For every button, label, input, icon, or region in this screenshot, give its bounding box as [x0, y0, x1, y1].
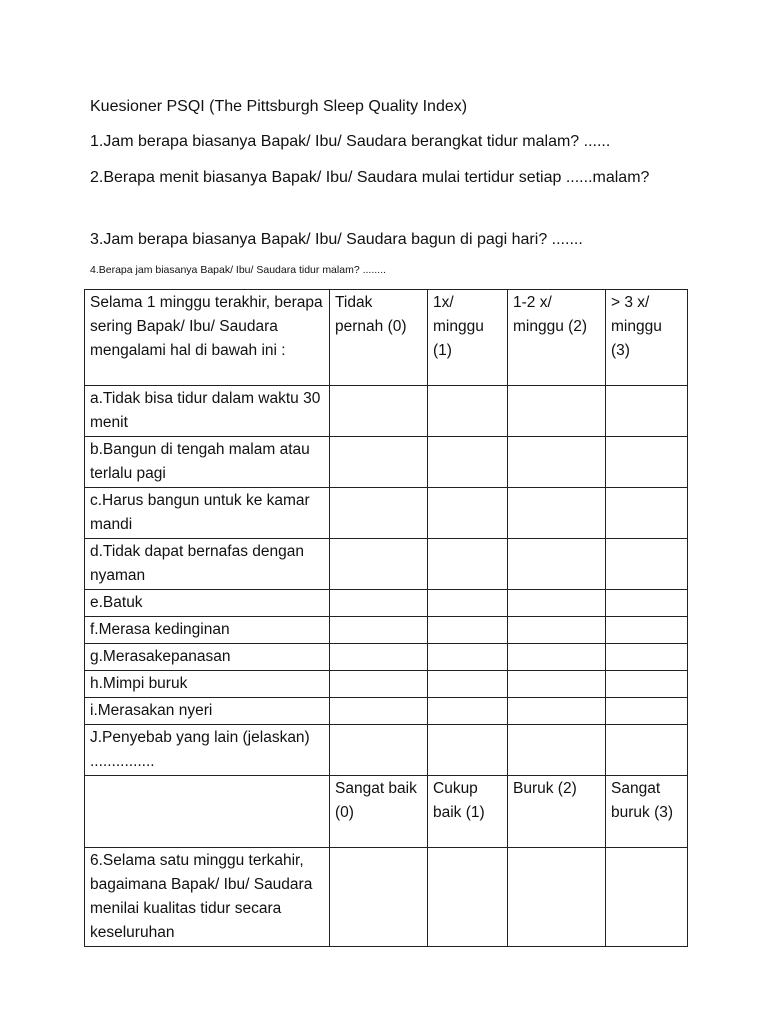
header-option-cell: Tidak pernah (0) — [330, 290, 428, 386]
answer-cell[interactable] — [508, 617, 606, 644]
answer-cell[interactable] — [606, 671, 688, 698]
answer-cell[interactable] — [428, 437, 508, 488]
question-2: 2.Berapa menit biasanya Bapak/ Ibu/ Saudara mulai tertidur setiap ......malam? — [90, 169, 650, 186]
header-option-cell: Sangat buruk (3) — [606, 776, 688, 848]
psqi-frequency-table — [84, 289, 688, 947]
answer-cell[interactable] — [606, 437, 688, 488]
table-row — [85, 671, 688, 698]
header-option-cell: > 3 x/ minggu (3) — [606, 290, 688, 386]
table-row — [85, 617, 688, 644]
answer-cell[interactable] — [330, 644, 428, 671]
header-option-cell: Buruk (2) — [508, 776, 606, 848]
item-label-cell: f.Merasa kedinginan — [85, 617, 330, 644]
answer-cell[interactable] — [606, 386, 688, 437]
answer-cell[interactable] — [330, 617, 428, 644]
answer-cell[interactable] — [606, 725, 688, 776]
answer-cell[interactable] — [606, 539, 688, 590]
answer-cell[interactable] — [508, 698, 606, 725]
header-option-cell: Sangat baik (0) — [330, 776, 428, 848]
question-1: 1.Jam berapa biasanya Bapak/ Ibu/ Saudara berangkat tidur malam? ...... — [90, 133, 611, 150]
answer-cell[interactable] — [508, 488, 606, 539]
answer-cell[interactable] — [330, 590, 428, 617]
answer-cell[interactable] — [330, 488, 428, 539]
table-row — [85, 590, 688, 617]
answer-cell[interactable] — [606, 644, 688, 671]
answer-cell[interactable] — [508, 644, 606, 671]
answer-cell[interactable] — [330, 671, 428, 698]
answer-cell[interactable] — [508, 437, 606, 488]
answer-cell[interactable] — [428, 644, 508, 671]
answer-cell[interactable] — [330, 437, 428, 488]
question-3: 3.Jam berapa biasanya Bapak/ Ibu/ Saudara bagun di pagi hari? ....... — [90, 231, 583, 248]
item-label-cell: d.Tidak dapat bernafas dengan nyaman — [85, 539, 330, 590]
answer-cell[interactable] — [606, 488, 688, 539]
item-label-cell: 6.Selama satu minggu terkahir, bagaimana Bapak/ Ibu/ Saudara menilai kualitas tidur secara keseluruhan — [85, 848, 330, 947]
question-4: 4.Berapa jam biasanya Bapak/ Ibu/ Saudara tidur malam? ........ — [90, 264, 386, 276]
answer-cell[interactable] — [508, 539, 606, 590]
table-row — [85, 698, 688, 725]
answer-cell[interactable] — [508, 725, 606, 776]
answer-cell[interactable] — [428, 671, 508, 698]
answer-cell[interactable] — [428, 698, 508, 725]
item-label-cell: g.Merasakepanasan — [85, 644, 330, 671]
table-row — [85, 644, 688, 671]
header-option-cell: Cukup baik (1) — [428, 776, 508, 848]
answer-cell[interactable] — [428, 386, 508, 437]
table-row — [85, 725, 688, 776]
table-row — [85, 488, 688, 539]
item-label-cell: i.Merasakan nyeri — [85, 698, 330, 725]
answer-cell[interactable] — [428, 539, 508, 590]
answer-cell[interactable] — [606, 590, 688, 617]
answer-cell[interactable] — [330, 848, 428, 947]
item-label-cell: J.Penyebab yang lain (jelaskan) ............... — [85, 725, 330, 776]
answer-cell[interactable] — [606, 848, 688, 947]
header-option-cell: 1-2 x/ minggu (2) — [508, 290, 606, 386]
table-header-row — [85, 290, 688, 386]
answer-cell[interactable] — [508, 848, 606, 947]
item-label-cell: c.Harus bangun untuk ke kamar mandi — [85, 488, 330, 539]
header-prompt-cell: Selama 1 minggu terakhir, berapa sering Bapak/ Ibu/ Saudara mengalami hal di bawah ini : — [85, 290, 330, 386]
table-row — [85, 437, 688, 488]
answer-cell[interactable] — [606, 698, 688, 725]
answer-cell[interactable] — [428, 617, 508, 644]
header-option-cell: 1x/ minggu (1) — [428, 290, 508, 386]
answer-cell[interactable] — [428, 488, 508, 539]
table-row — [85, 848, 688, 947]
item-label-cell: h.Mimpi buruk — [85, 671, 330, 698]
quality-header-row — [85, 776, 688, 848]
answer-cell[interactable] — [428, 725, 508, 776]
answer-cell[interactable] — [330, 386, 428, 437]
answer-cell[interactable] — [508, 671, 606, 698]
item-label-cell: a.Tidak bisa tidur dalam waktu 30 menit — [85, 386, 330, 437]
item-label-cell: b.Bangun di tengah malam atau terlalu pagi — [85, 437, 330, 488]
document-title: Kuesioner PSQI (The Pittsburgh Sleep Quality Index) — [90, 98, 468, 115]
table-row — [85, 539, 688, 590]
table-row — [85, 386, 688, 437]
answer-cell[interactable] — [508, 386, 606, 437]
answer-cell[interactable] — [330, 725, 428, 776]
answer-cell[interactable] — [428, 590, 508, 617]
answer-cell[interactable] — [330, 539, 428, 590]
empty-header-cell — [85, 776, 330, 848]
answer-cell[interactable] — [508, 590, 606, 617]
answer-cell[interactable] — [428, 848, 508, 947]
answer-cell[interactable] — [330, 698, 428, 725]
answer-cell[interactable] — [606, 617, 688, 644]
item-label-cell: e.Batuk — [85, 590, 330, 617]
